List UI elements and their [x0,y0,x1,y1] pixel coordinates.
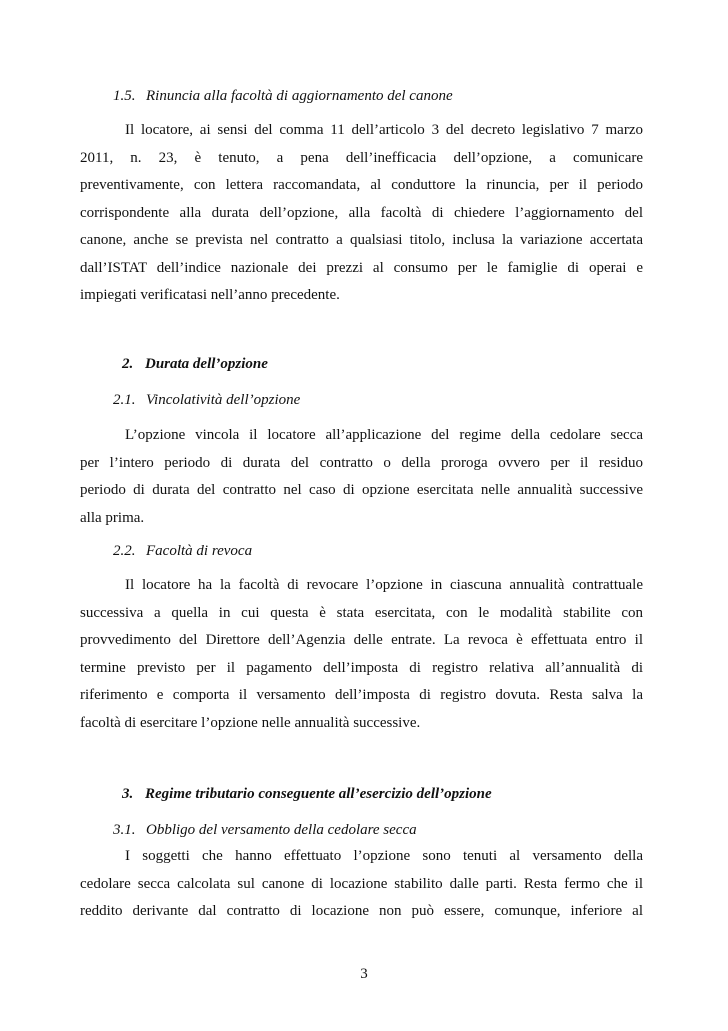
text-line: Il locatore ha la facoltà di revocare l’opzione in ciascuna annualità contrattuale [125,577,643,593]
heading-title: Vincolatività dell’opzione [146,392,301,408]
text-line: reddito derivante dal contratto di locazione non può essere, comunque, inferiore al [80,903,643,919]
text-line: termine previsto per il pagamento dell’imposta di registro relativa all’annualità di [80,659,643,676]
heading-title: Obbligo del versamento della cedolare secca [146,822,417,838]
text-line: corrispondente alla durata dell’opzione, alla facoltà di chiedere l’aggiornamento del [80,204,643,221]
text-line: canone, anche se prevista nel contratto a qualsiasi titolo, inclusa la variazione accertata [80,232,643,248]
heading-1-5 [113,88,453,105]
text-line: provvedimento del Direttore dell’Agenzia delle entrate. La revoca è effettuata entro il [80,632,643,648]
heading-number: 3. [122,786,134,802]
paragraph-3-1 [80,843,643,926]
paragraph-1-5 [80,117,643,310]
heading-number: 2.2. [113,543,136,559]
document-page [80,0,643,1031]
text-line: per l’intero periodo di durata del contratto o della proroga ovvero per il residuo [80,454,643,471]
text-line: dall’ISTAT dell’indice nazionale dei prezzi al consumo per le famiglie di operai e [80,259,643,276]
heading-2-2 [113,543,252,560]
text-line: impiegati verificatasi nell’anno precedente. [80,287,340,303]
heading-title: Durata dell’opzione [145,356,268,372]
heading-number: 1.5. [113,88,136,104]
heading-title: Rinuncia alla facoltà di aggiornamento del canone [146,88,453,104]
text-line: cedolare secca calcolata sul canone di locazione stabilito dalle parti. Resta fermo che il [80,875,643,892]
heading-number: 2. [122,356,134,372]
text-line: Il locatore, ai sensi del comma 11 dell’articolo 3 del decreto legislativo 7 marzo [125,122,643,138]
text-line: preventivamente, con lettera raccomandata, al conduttore la rinuncia, per il periodo [80,177,643,193]
heading-title: Facoltà di revoca [146,543,253,559]
text-line: periodo di durata del contratto nel caso di opzione esercitata nelle annualità successive [80,482,643,498]
paragraph-2-2 [80,572,643,737]
heading-title: Regime tributario conseguente all’esercizio dell’opzione [145,786,492,802]
text-line: riferimento e comporta il versamento dell’imposta di registro dovuta. Resta salva la [80,687,643,703]
text-line: facoltà di esercitare l’opzione nelle annualità successive. [80,714,421,731]
heading-number: 2.1. [113,392,136,408]
heading-3 [122,786,492,803]
heading-3-1 [113,822,417,839]
text-line: I soggetti che hanno effettuato l’opzione sono tenuti al versamento della [125,848,643,864]
text-line: 2011, n. 23, è tenuto, a pena dell’inefficacia dell’opzione, a comunicare [80,149,643,166]
heading-2 [122,356,268,373]
heading-2-1 [113,392,300,409]
page-number: 3 [360,966,368,982]
paragraph-2-1 [80,422,643,532]
heading-number: 3.1. [113,822,136,838]
text-line: L’opzione vincola il locatore all’applicazione del regime della cedolare secca [125,427,643,443]
text-line: successiva a quella in cui questa è stata esercitata, con le modalità stabilite con [80,604,643,621]
text-line: alla prima. [80,509,145,526]
